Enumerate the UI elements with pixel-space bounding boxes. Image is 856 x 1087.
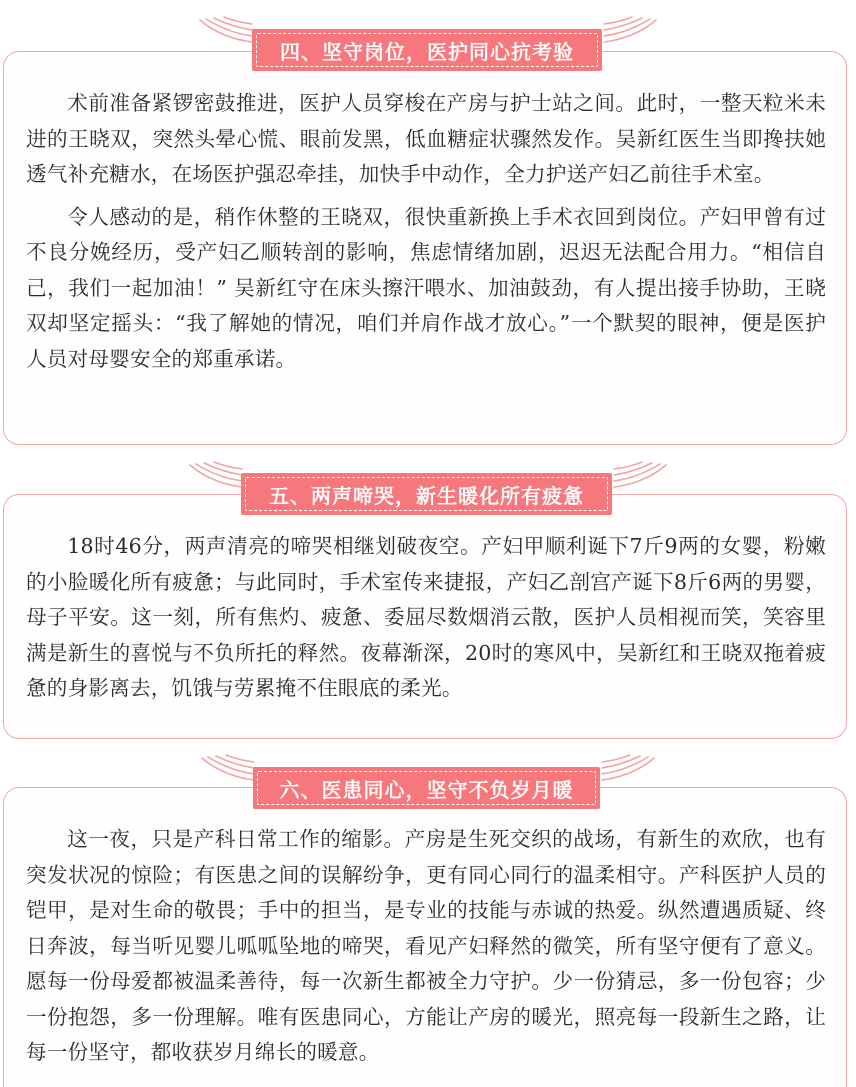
section-title: 四、坚守岗位，医护同心抗考验 [280,39,574,64]
right-wing-icon [602,14,660,44]
right-wing-icon [600,752,658,782]
left-wing-icon [196,14,254,44]
paragraph: 术前准备紧锣密鼓推进，医护人员穿梭在产房与护士站之间。此时，一整天粒米未进的王晓双，突然头晕心慌、眼前发黑，低血糖症状骤然发作。吴新红医生当即搀扶她透气补充糖水，在场医护强忍牵挂，加快手中动作，全力护送产妇乙前往手术室。 [26,91,826,186]
section-title-badge [253,767,600,809]
left-wing-icon [186,459,244,489]
left-wing-icon [198,752,256,782]
paragraph: 令人感动的是，稍作休整的王晓双，很快重新换上手术衣回到岗位。产妇甲曾有过不良分娩经历，受产妇乙顺转剖的影响，焦虑情绪加剧，迟迟无法配合用力。“相信自己，我们一起加油！” 吴新红守在床头擦汗喂水、加油鼓劲，有人提出接手协助，王晓双却坚定摇头：“我了解她的情况，咱们并肩作战才放心。”一个默契的眼神，便是医护人员对母婴安全的郑重承诺。 [26,204,826,371]
paragraph: 18时46分，两声清亮的啼哭相继划破夜空。产妇甲顺利诞下7斤9两的女婴，粉嫩的小脸暖化所有疲惫；与此同时，手术室传来捷报，产妇乙剖宫产诞下8斤6两的男婴，母子平安。这一刻，所有焦灼、疲惫、委屈尽数烟消云散，医护人员相视而笑，笑容里满是新生的喜悦与不负所托的释然。夜幕渐深，20时的寒风中，吴新红和王晓双拖着疲惫的身影离去，饥饿与劳累掩不住眼底的柔光。 [26,534,826,700]
section-6-box [3,787,847,1087]
section-5 [0,463,856,739]
section-4-box [3,51,847,445]
section-5-box [3,494,847,739]
right-wing-icon [612,459,670,489]
section-title: 六、医患同心，坚守不负岁月暖 [279,777,574,802]
section-title-badge [241,473,612,515]
section-6 [0,755,856,1075]
paragraph: 这一夜，只是产科日常工作的缩影。产房是生死交织的战场，有新生的欢欣，也有突发状况的惊险；有医患之间的误解纷争，更有同心同行的温柔相守。产科医护人员的铠甲，是对生命的敬畏；手中的担当，是专业的技能与赤诚的热爱。纵然遭遇质疑、终日奔波，每当听见婴儿呱呱坠地的啼哭，看见产妇释然的微笑，所有坚守便有了意义。愿每一份母爱都被温柔善待，每一次新生都被全力守护。少一份猜忌，多一份包容；少一份抱怨，多一份理解。唯有医患同心，方能让产房的暖光，照亮每一段新生之路，让每一份坚守，都收获岁月绵长的暖意。 [26,827,826,1064]
section-title: 五、两声啼哭，新生暖化所有疲惫 [269,483,584,508]
section-title-badge [252,29,602,71]
section-4 [0,0,856,445]
